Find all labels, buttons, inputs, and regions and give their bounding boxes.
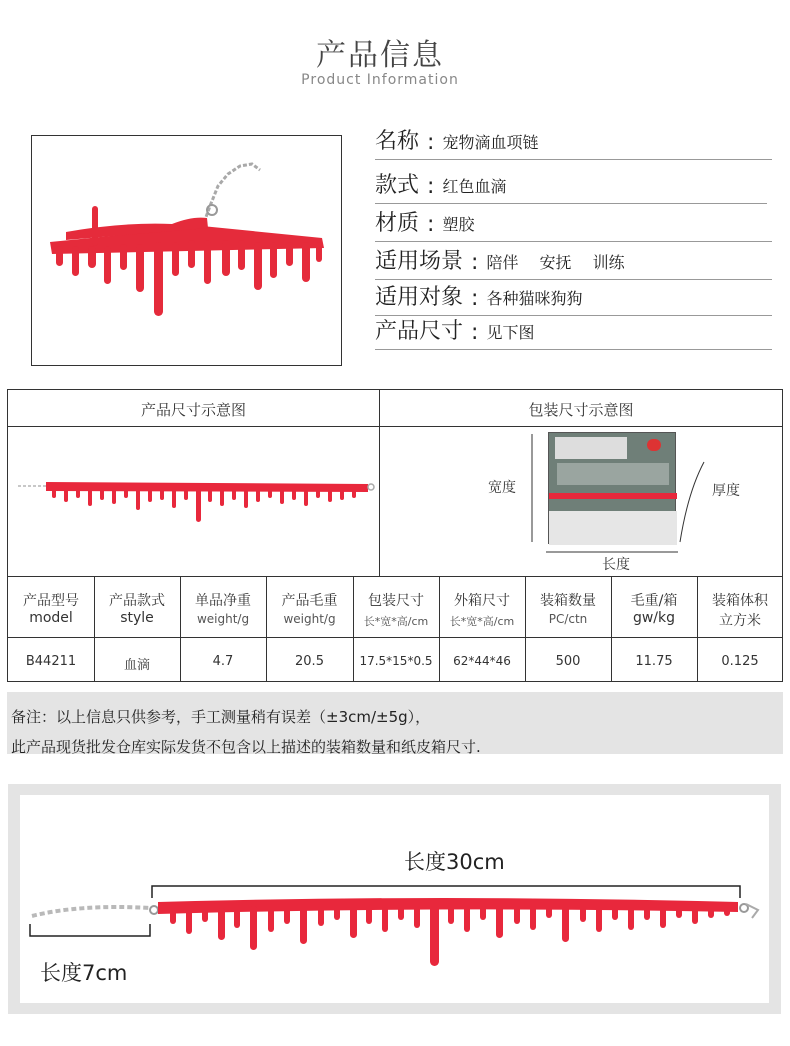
product-photo	[31, 135, 342, 366]
info-value: 见下图	[486, 323, 535, 342]
col-header: 毛重/箱 gw/kg	[630, 593, 678, 626]
info-row-material: 材质 : 塑胶	[375, 206, 772, 242]
table-cell: 11.75	[635, 654, 673, 669]
necklace-photo-image	[32, 136, 341, 365]
info-row-target: 适用对象 : 各种猫咪狗狗	[375, 280, 772, 316]
info-value: 红色血滴	[442, 177, 507, 196]
col-header: 单品净重 weight/g	[195, 593, 251, 626]
note-line-1: 备注：以上信息只供参考，手工测量稍有误差（±3cm/±5g），	[11, 708, 431, 726]
info-row-style: 款式 : 红色血滴	[375, 166, 767, 204]
info-label: 名称	[375, 129, 420, 154]
col-header: 产品型号 model	[23, 593, 79, 626]
info-label: 材质	[375, 211, 420, 236]
info-row-size: 产品尺寸 : 见下图	[375, 314, 772, 350]
info-row-name: 名称 : 宠物滴血项链	[375, 124, 772, 160]
main-length-label: 长度30cm	[404, 850, 505, 874]
table-cell: 血滴	[123, 658, 150, 673]
package-thickness-label: 厚度	[712, 483, 740, 499]
spec-table	[7, 389, 783, 682]
page-subtitle: Product Information	[301, 72, 459, 88]
product-diagram-title: 产品尺寸示意图	[140, 401, 246, 419]
package-diagram-title: 包装尺寸示意图	[528, 401, 634, 419]
package-dimension-lines	[518, 432, 718, 557]
page-title: 产品信息	[316, 38, 444, 73]
note-box	[7, 692, 783, 754]
col-header: 外箱尺寸 长*宽*高/cm	[449, 593, 515, 628]
col-header: 装箱体积 立方米	[712, 593, 768, 629]
package-length-label: 长度	[602, 557, 630, 573]
info-value: 各种猫咪狗狗	[486, 289, 583, 308]
dimension-diagram	[20, 880, 780, 980]
info-value: 宠物滴血项链	[442, 133, 539, 152]
table-cell: B44211	[25, 654, 77, 669]
info-label: 款式	[375, 173, 420, 198]
col-header: 包装尺寸 长*宽*高/cm	[363, 593, 429, 628]
table-cell: 62*44*46	[453, 654, 511, 668]
chain-length-label: 长度7cm	[40, 961, 128, 985]
table-cell: 0.125	[721, 654, 759, 669]
photo-drips	[56, 206, 322, 316]
table-cell: 20.5	[295, 654, 324, 669]
table-cell: 17.5*15*0.5	[359, 654, 433, 668]
info-row-scene: 适用场景 : 陪伴 安抚 训练	[375, 244, 772, 280]
info-label: 产品尺寸	[375, 319, 464, 344]
product-size-diagram	[18, 470, 378, 530]
table-cell: 500	[555, 654, 581, 669]
info-label: 适用对象	[375, 285, 464, 310]
info-label: 适用场景	[375, 249, 464, 274]
info-value: 陪伴 安抚 训练	[486, 253, 625, 272]
package-width-label: 宽度	[488, 480, 516, 496]
note-line-2: 此产品现货批发仓库实际发货不包含以上描述的装箱数量和纸皮箱尺寸.	[11, 738, 481, 756]
table-cell: 4.7	[212, 654, 234, 669]
col-header: 产品毛重 weight/g	[281, 593, 338, 626]
info-value: 塑胶	[442, 215, 475, 234]
col-header: 产品款式 style	[109, 593, 165, 626]
col-header: 装箱数量 PC/ctn	[540, 593, 596, 626]
